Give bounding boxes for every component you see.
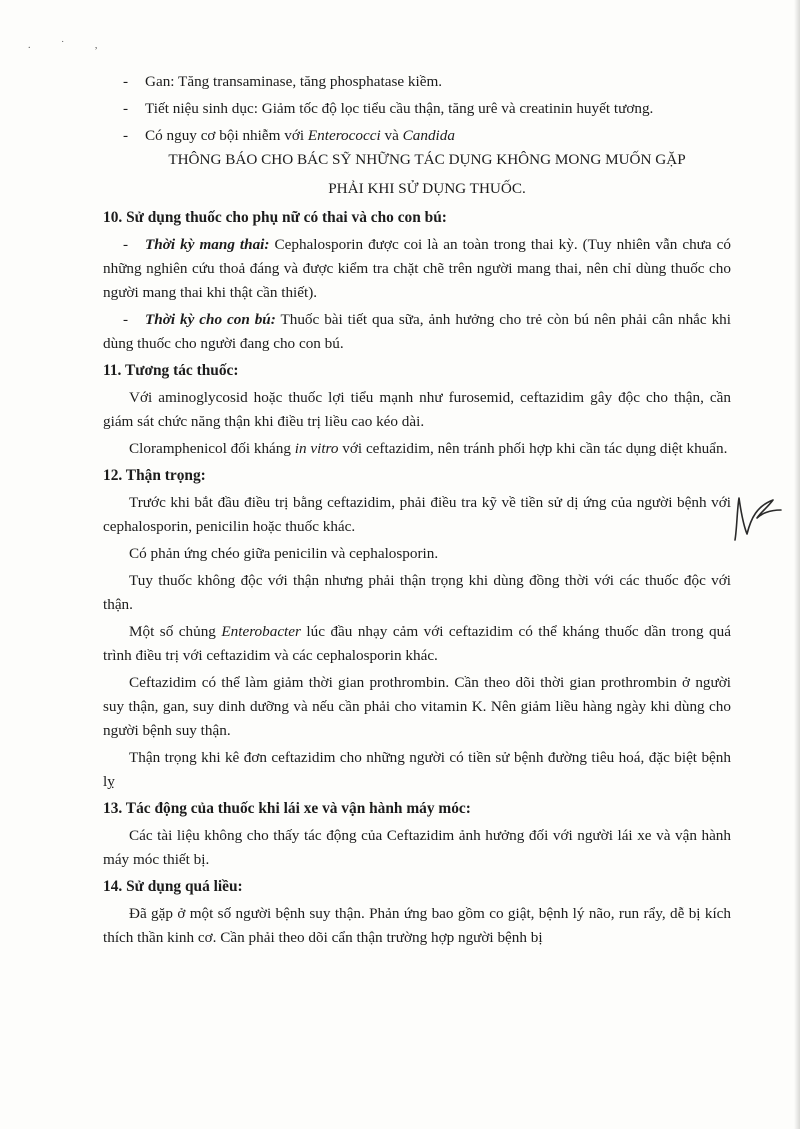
scan-specks: . ˙ , — [28, 40, 112, 51]
bullet-urogenital — [103, 97, 731, 121]
notice-line-2: PHẢI KHI SỬ DỤNG THUỐC. — [328, 180, 526, 197]
bullet-text: và — [380, 127, 403, 144]
para-italic: Enterobacter — [221, 623, 301, 640]
bullet-dash: - — [123, 236, 129, 253]
handwritten-initials — [727, 488, 787, 548]
section-12-para-3: Tuy thuốc không độc với thận nhưng phải thận trọng khi dùng đồng thời với các thuốc độc với thận. — [103, 572, 731, 613]
bullet-dash: - — [123, 311, 129, 328]
para-text: với ceftazidim, nên tránh phối hợp khi cần tác dụng diệt khuẩn. — [338, 440, 728, 457]
section-10-pregnancy — [103, 233, 731, 305]
section-13-heading: 13. Tác động của thuốc khi lái xe và vận hành máy móc: — [103, 800, 471, 817]
bullet-dash: - — [123, 100, 129, 117]
section-14-heading: 14. Sử dụng quá liều: — [103, 878, 243, 895]
pregnancy-label: Thời kỳ mang thai: — [145, 236, 270, 253]
para-italic: in vitro — [294, 440, 339, 457]
bullet-superinfection — [103, 124, 731, 148]
bullet-italic: Candida — [402, 127, 455, 144]
section-12-para-4 — [103, 620, 731, 668]
section-11-para-2 — [103, 437, 731, 461]
bullet-text: Có nguy cơ bội nhiễm với — [145, 127, 308, 144]
section-13-para-1: Các tài liệu không cho thấy tác động của Ceftazidim ảnh hưởng đối với người lái xe và vận hành máy móc thiết bị. — [103, 827, 731, 868]
breastfeeding-label: Thời kỳ cho con bú: — [145, 311, 276, 328]
scan-edge-shadow — [794, 0, 800, 1129]
bullet-italic: Enterococci — [307, 127, 381, 144]
document-page — [103, 70, 731, 950]
section-12-para-2: Có phản ứng chéo giữa penicilin và cephalosporin. — [129, 545, 439, 562]
section-12-para-6: Thận trọng khi kê đơn ceftazidim cho những người có tiền sử bệnh đường tiêu hoá, đặc biệt bệnh lỵ — [103, 749, 731, 790]
breastfeeding-text: Thuốc bài tiết qua sữa, ảnh hưởng cho trẻ còn bú nên phải cân nhắc khi dùng thuốc cho người đang cho con bú. — [103, 311, 732, 352]
bullet-dash: - — [123, 127, 129, 144]
bullet-liver — [103, 70, 731, 94]
section-12-para-5: Ceftazidim có thể làm giảm thời gian prothrombin. Cần theo dõi thời gian prothrombin ở người suy thận, gan, suy dinh dưỡng và nếu cần phải cho vitamin K. Nên giảm liều hàng ngày khi dùng cho người bệnh suy thận. — [103, 674, 731, 739]
section-10-heading: 10. Sử dụng thuốc cho phụ nữ có thai và cho con bú: — [103, 209, 447, 226]
bullet-text: Gan: Tăng transaminase, tăng phosphatase kiềm. — [145, 73, 443, 90]
section-10-breastfeeding — [103, 308, 731, 356]
section-12-para-1: Trước khi bắt đầu điều trị bằng ceftazidim, phải điều tra kỹ về tiền sử dị ứng của người bệnh với cephalosporin, penicilin hoặc thuốc khác. — [103, 494, 731, 535]
bullet-dash: - — [123, 73, 129, 90]
notice-line-1: THÔNG BÁO CHO BÁC SỸ NHỮNG TÁC DỤNG KHÔNG MONG MUỐN GẶP — [168, 151, 686, 168]
para-text: Cloramphenicol đối kháng — [129, 440, 295, 457]
para-text: Một số chủng — [129, 623, 222, 640]
pregnancy-text: Cephalosporin được coi là an toàn trong thai kỳ. (Tuy nhiên vẫn chưa có những nghiên cứu thoả đáng và được kiểm tra chặt chẽ trên người mang thai, nên chỉ dùng thuốc cho người mang thai khi thật cần thiết). — [103, 236, 731, 301]
section-11-heading: 11. Tương tác thuốc: — [103, 362, 239, 379]
para-text: lúc đầu nhạy cảm với ceftazidim có thể kháng thuốc dần trong quá trình điều trị với ceftazidim và các cephalosporin khác. — [103, 623, 731, 664]
section-11-para-1: Với aminoglycosid hoặc thuốc lợi tiểu mạnh như furosemid, ceftazidim gây độc cho thận, cần giám sát chức năng thận khi điều trị liều cao kéo dài. — [103, 389, 731, 430]
bullet-text: Tiết niệu sinh dục: Giảm tốc độ lọc tiểu cầu thận, tăng urê và creatinin huyết tương. — [145, 100, 654, 117]
section-14-para-1: Đã gặp ở một số người bệnh suy thận. Phản ứng bao gồm co giật, bệnh lý não, run rẩy, dễ bị kích thích thần kinh cơ. Cần phải theo dõi cẩn thận trường hợp người bệnh bị — [103, 905, 731, 946]
section-12-heading: 12. Thận trọng: — [103, 467, 206, 484]
